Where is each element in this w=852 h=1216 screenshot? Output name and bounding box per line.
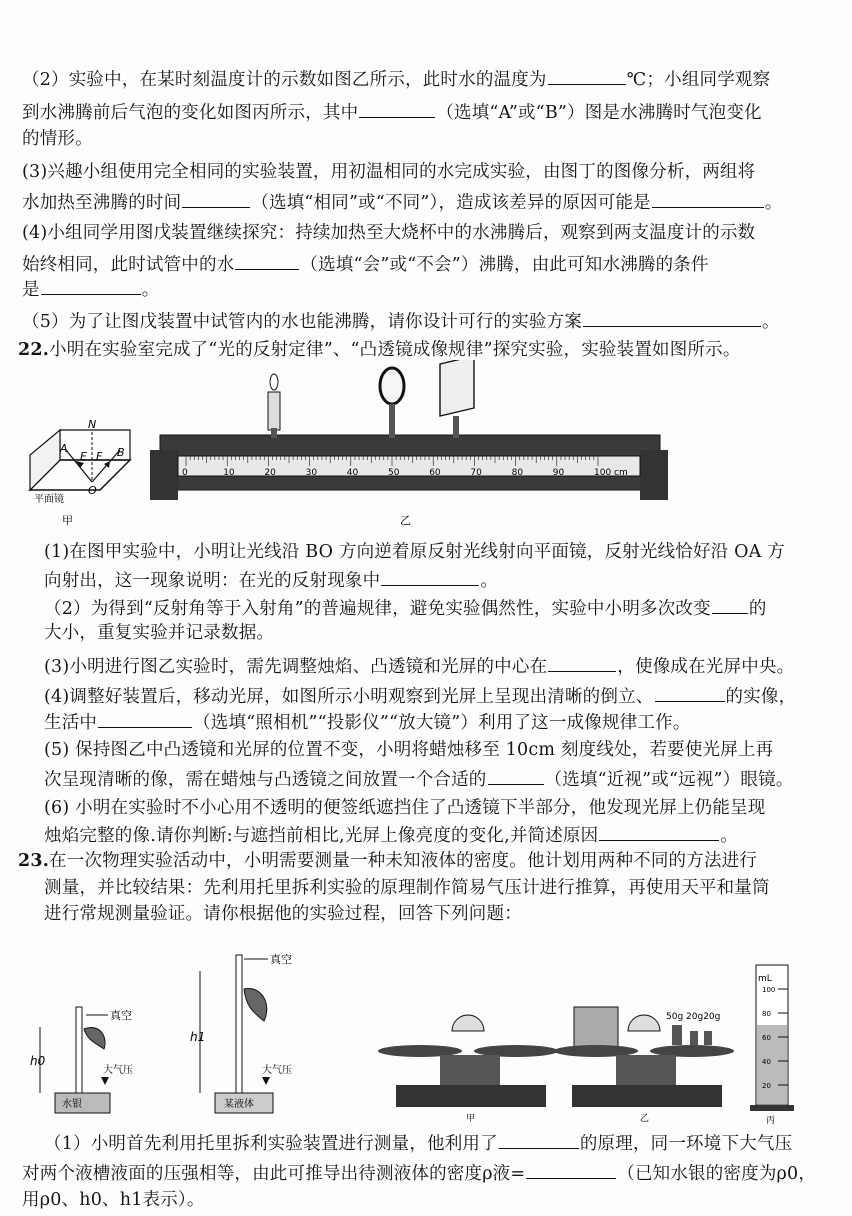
balance-empty <box>378 1015 558 1124</box>
text-line: 23.在一次物理实验活动中，小明需要测量一种未知液体的密度。他计划用两种不同的方法进行 <box>18 851 758 871</box>
caption-jia: 甲 <box>62 514 73 527</box>
flame-icon <box>270 374 278 390</box>
caption-yi: 乙 <box>640 1114 650 1124</box>
caption-jia: 甲 <box>466 1114 476 1124</box>
weight-icon <box>690 1031 698 1045</box>
cylinder-tick-label: 40 <box>762 1058 771 1066</box>
torricelli-liquid <box>190 952 292 1113</box>
clamp <box>84 1028 105 1049</box>
label-f: F <box>96 450 103 463</box>
answer-blank[interactable] <box>583 308 761 327</box>
caption-yi: 乙 <box>400 514 411 527</box>
answer-blank[interactable] <box>655 683 725 702</box>
paper-board-left <box>30 430 60 490</box>
text-line: （2）为得到“反射角等于入射角”的普遍规律，避免实验偶然性，实验中小明多次改变 的 <box>44 595 767 621</box>
answer-blank[interactable] <box>381 567 479 586</box>
answer-blank[interactable] <box>712 595 748 614</box>
text-line: 生活中 （选填“照相机”“投影仪”“放大镜”）利用了这一成像规律工作。 <box>44 709 691 735</box>
text-line: 到水沸腾前后气泡的变化如图丙所示，其中 （选填“A”或“B”）图是水沸腾时气泡变化 <box>22 99 762 125</box>
cylinder-base <box>750 1105 794 1111</box>
text-line: 水加热至沸腾的时间 （选填“相同”或“不同”），造成该差异的原因可能是 。 <box>22 189 783 215</box>
convex-lens-icon <box>380 368 404 404</box>
bench-leg-right <box>640 450 668 500</box>
cylinder-tick-label: 20 <box>762 1082 771 1090</box>
answer-blank[interactable] <box>41 276 141 295</box>
label-b: B <box>117 446 125 459</box>
ruler-tick-label: 10 <box>223 468 235 478</box>
balance-loaded <box>554 1007 734 1124</box>
optical-bench <box>150 360 668 527</box>
weights-label: 50g 20g20g <box>666 1012 721 1022</box>
label-a: A <box>60 442 68 455</box>
cylinder-tick-label: 100 <box>762 986 776 994</box>
answer-blank[interactable] <box>182 189 250 208</box>
label-n: N <box>88 418 97 431</box>
text-line: 测量，并比较结果：先利用托里拆利实验的原理制作简易气压计进行推算，再使用天平和量筒 <box>44 878 770 898</box>
ruler-tick-label: 0 <box>182 468 188 478</box>
text-line: 22.小明在实验室完成了“光的反射定律”、“凸透镜成像规律”探究实验，实验装置如图所示。 <box>18 340 741 360</box>
text-line: （2）实验中，在某时刻温度计的示数如图乙所示，此时水的温度为 ℃；小组同学观察 <box>22 66 770 92</box>
text-line: (3)兴趣小组使用完全相同的实验装置，用初温相同的水完成实验，由图丁的图像分析，两组将 <box>22 162 756 182</box>
cylinder-unit: mL <box>758 974 772 984</box>
vacuum-label: 真空 <box>110 1009 132 1022</box>
text-line: 的情形。 <box>22 129 93 149</box>
clamp <box>244 988 267 1021</box>
dial <box>628 1015 660 1031</box>
text-line: 是 。 <box>22 276 159 302</box>
cylinder-tick-label: 80 <box>762 1010 771 1018</box>
h1-label: h1 <box>190 1030 206 1044</box>
label-e: E <box>80 450 87 463</box>
figure-22 <box>0 360 852 535</box>
ruler-tick-label: 30 <box>305 468 318 478</box>
figure-23 <box>0 945 852 1125</box>
screen-holder <box>453 416 459 438</box>
graduated-cylinder <box>750 965 794 1125</box>
ruler-tick-label: 90 <box>552 468 565 478</box>
balance-body <box>440 1055 500 1085</box>
answer-blank[interactable] <box>499 1130 579 1149</box>
caption-bing: 丙 <box>766 1116 776 1125</box>
text-line: 烛焰完整的像.请你判断:与遮挡前相比,光屏上像亮度的变化,并简述原因 。 <box>44 822 738 848</box>
mercury-label: 水银 <box>62 1099 82 1110</box>
ruler-tick-label: 80 <box>511 468 524 478</box>
ruler-tick-label: 20 <box>264 468 276 478</box>
vacuum-label: 真空 <box>270 953 292 966</box>
arrow-down-icon <box>101 1077 109 1085</box>
balance-body <box>616 1055 676 1085</box>
reflection-apparatus <box>30 418 130 527</box>
beaker <box>574 1007 618 1047</box>
lens-holder <box>389 404 395 438</box>
ruler-tick-label: 70 <box>470 468 482 478</box>
balance-base <box>572 1085 722 1107</box>
candle-holder <box>271 428 277 438</box>
answer-blank[interactable] <box>548 653 616 672</box>
cylinder-tick-label: 60 <box>762 1034 771 1042</box>
text-line: (6) 小明在实验时不小心用不透明的便签纸遮挡住了凸透镜下半部分，他发现光屏上仍能呈现 <box>44 798 766 818</box>
answer-blank[interactable] <box>235 251 299 270</box>
text-line: 用ρ0、h0、h1表示）。 <box>22 1190 205 1210</box>
mirror-label: 平面镜 <box>34 494 64 505</box>
weight-icon <box>704 1031 712 1045</box>
text-line: （5）为了让图戊装置中试管内的水也能沸腾，请你设计可行的实验方案 。 <box>22 308 780 334</box>
answer-blank[interactable] <box>526 1160 616 1179</box>
bench-leg-left <box>150 450 178 500</box>
answer-blank[interactable] <box>652 189 764 208</box>
text-line: 始终相同，此时试管中的水 （选填“会”或“不会”）沸腾，由此可知水沸腾的条件 <box>22 251 709 277</box>
text-line: 向射出，这一现象说明：在光的反射现象中 。 <box>44 567 498 593</box>
arrow-down-icon <box>262 1077 270 1085</box>
weight-icon <box>672 1025 682 1045</box>
text-line: 次呈现清晰的像，需在蜡烛与凸透镜之间放置一个合适的 （选填“近视”或“远视”）眼镜。 <box>44 766 794 792</box>
liquid-label: 某液体 <box>224 1099 254 1110</box>
glass-tube <box>236 955 242 1107</box>
balance-base <box>396 1085 546 1107</box>
text-line: (4)小组同学用图戊装置继续探究：持续加热至大烧杯中的水沸腾后，观察到两支温度计的示数 <box>22 223 756 243</box>
glass-tube <box>76 1007 82 1107</box>
dial <box>452 1015 484 1031</box>
text-line: (3)小明进行图乙实验时，需先调整烛焰、凸透镜和光屏的中心在 ，使像成在光屏中央。 <box>44 653 794 679</box>
text-line: 进行常规测量验证。请你根据他的实验过程，回答下列问题： <box>44 904 522 924</box>
text-line: (1)在图甲实验中，小明让光线沿 BO 方向逆着原反射光线射向平面镜，反射光线恰好沿 OA 方 <box>44 542 785 562</box>
ruler-scale <box>178 456 640 476</box>
ruler-tick-label: 50 <box>388 468 400 478</box>
atm-label: 大气压 <box>103 1065 133 1076</box>
h0-label: h0 <box>30 1054 46 1068</box>
text-line: （1）小明首先利用托里拆利实验装置进行测量，他利用了 的原理，同一环境下大气压 <box>44 1130 792 1156</box>
answer-blank[interactable] <box>548 66 626 85</box>
ruler-tick-label: 100 cm <box>594 468 628 478</box>
torricelli-mercury <box>30 1007 133 1113</box>
answer-blank[interactable] <box>488 766 544 785</box>
answer-blank[interactable] <box>599 822 719 841</box>
answer-blank[interactable] <box>98 709 192 728</box>
ruler-tick-label: 40 <box>346 468 359 478</box>
text-line: 对两个液槽液面的压强相等，由此可推导出待测液体的密度ρ液= （已知水银的密度为ρ0， <box>22 1160 816 1186</box>
answer-blank[interactable] <box>359 99 435 118</box>
atm-label: 大气压 <box>262 1065 292 1076</box>
ruler-tick-label: 60 <box>429 468 441 478</box>
light-screen <box>440 360 474 416</box>
text-line: 大小，重复实验并记录数据。 <box>44 623 275 643</box>
candle <box>268 392 280 430</box>
text-line: (4)调整好装置后，移动光屏，如图所示小明观察到光屏上呈现出清晰的倒立、 的实像， <box>44 683 796 709</box>
text-line: (5) 保持图乙中凸透镜和光屏的位置不变，小明将蜡烛移至 10cm 刻度线处，若要使光屏上再 <box>44 740 774 760</box>
label-o: O <box>88 484 97 497</box>
